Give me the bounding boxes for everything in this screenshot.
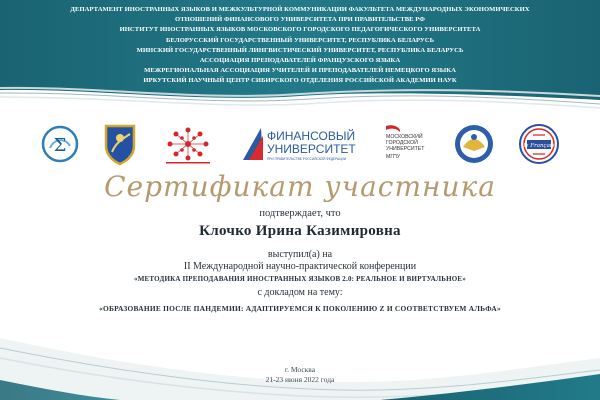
report-topic: «ОБРАЗОВАНИЕ ПОСЛЕ ПАНДЕМИИ: АДАПТИРУЕМСЯ К ПОКОЛЕНИЮ Z И СООТВЕТСТВУЕМ АЛЬФА» <box>99 304 501 313</box>
emblem-logo-icon <box>453 123 495 165</box>
mgpu-line4: МГПУ <box>386 154 401 160</box>
conference-name: «МЕТОДИКА ПРЕПОДАВАНИЯ ИНОСТРАННЫХ ЯЗЫКОВ 2.0: РЕАЛЬНОЕ И ВИРТУАЛЬНОЕ» <box>134 275 466 283</box>
confirms-text: подтверждает, что <box>259 208 341 219</box>
mgpu-line3: УНИВЕРСИТЕТ <box>386 146 425 152</box>
organizer-line: АССОЦИАЦИЯ ПРЕПОДАВАТЕЛЕЙ ФРАНЦУЗСКОГО ЯЗЫКА <box>199 57 401 65</box>
finuniv-line3: ПРИ ПРАВИТЕЛЬСТВЕ РОССИЙСКОЙ ФЕДЕРАЦИИ <box>267 157 347 161</box>
mgpu-line2: ГОРОДСКОЙ <box>386 140 418 146</box>
report-text: с докладом на тему: <box>257 287 343 298</box>
footer-waves <box>0 318 600 400</box>
finuniv-logo-icon <box>239 122 359 166</box>
logo-mgpu <box>382 120 430 168</box>
date-text: 21-23 июня 2022 года <box>265 375 335 384</box>
mgpu-line1: МОСКОВСКИЙ <box>386 134 423 140</box>
network-logo-icon <box>160 122 216 166</box>
french-logo-text: le Français <box>523 143 555 149</box>
organizer-line: ДЕПАРТАМЕНТ ИНОСТРАННЫХ ЯЗЫКОВ И МЕЖКУЛЬТУРНОЙ КОММУНИКАЦИИ ФАКУЛЬТЕТА МЕЖДУНАРОДНЫХ ЭКОНОМИЧЕСКИХ <box>70 6 530 13</box>
organizer-line: ОТНОШЕНИЙ ФИНАНСОВОГО УНИВЕРСИТЕТА ПРИ ПРАВИТЕЛЬСТВЕ РФ <box>175 16 425 24</box>
organizers-list <box>0 5 600 87</box>
logos-row <box>40 120 560 168</box>
logo-network <box>160 120 216 168</box>
organizer-line: ИРКУТСКИЙ НАУЧНЫЙ ЦЕНТР СИБИРСКОГО ОТДЕЛЕНИЯ РОССИЙСКОЙ АКАДЕМИИ НАУК <box>143 77 457 85</box>
conference-text: II Международной научно-практической конференции <box>183 261 417 272</box>
logo-emblem <box>453 120 495 168</box>
city-text: г. Москва <box>284 365 316 374</box>
organizer-line: БЕЛОРУССКИЙ ГОСУДАРСТВЕННЫЙ УНИВЕРСИТЕТ, РЕСПУБЛИКА БЕЛАРУСЬ <box>165 36 435 44</box>
logo-shield <box>103 120 137 168</box>
organizer-line: ИНСТИТУТ ИНОСТРАННЫХ ЯЗЫКОВ МОСКОВСКОГО ГОРОДСКОГО ПЕДАГОГИЧЕСКОГО УНИВЕРСИТЕТА <box>119 26 481 34</box>
mgpu-logo-icon <box>382 122 430 166</box>
french-logo-icon <box>518 123 560 165</box>
sigma-logo-icon <box>40 124 80 164</box>
shield-logo-icon <box>103 122 137 166</box>
spoke-text: выступил(а) на <box>267 249 333 260</box>
finuniv-line1: ФИНАНСОВЫЙ <box>267 129 356 143</box>
organizer-line: МЕЖРЕГИОНАЛЬНАЯ АССОЦИАЦИЯ УЧИТЕЛЕЙ И ПРЕПОДАВАТЕЛЕЙ НЕМЕЦКОГО ЯЗЫКА <box>144 67 456 75</box>
organizer-line: МИНСКИЙ ГОСУДАРСТВЕННЫЙ ЛИНГВИСТИЧЕСКИЙ УНИВЕРСИТЕТ, РЕСПУБЛИКА БЕЛАРУСЬ <box>136 46 464 54</box>
logo-finuniv <box>239 120 359 168</box>
participant-name: Клочко Ирина Казимировна <box>199 223 401 239</box>
logo-french <box>518 120 560 168</box>
logo-sigma <box>40 120 80 168</box>
finuniv-line2: УНИВЕРСИТЕТ <box>267 142 356 156</box>
svg-text:Σ: Σ <box>53 135 67 156</box>
certificate-title: Сертификат участника <box>104 170 496 203</box>
header-band <box>0 0 600 112</box>
